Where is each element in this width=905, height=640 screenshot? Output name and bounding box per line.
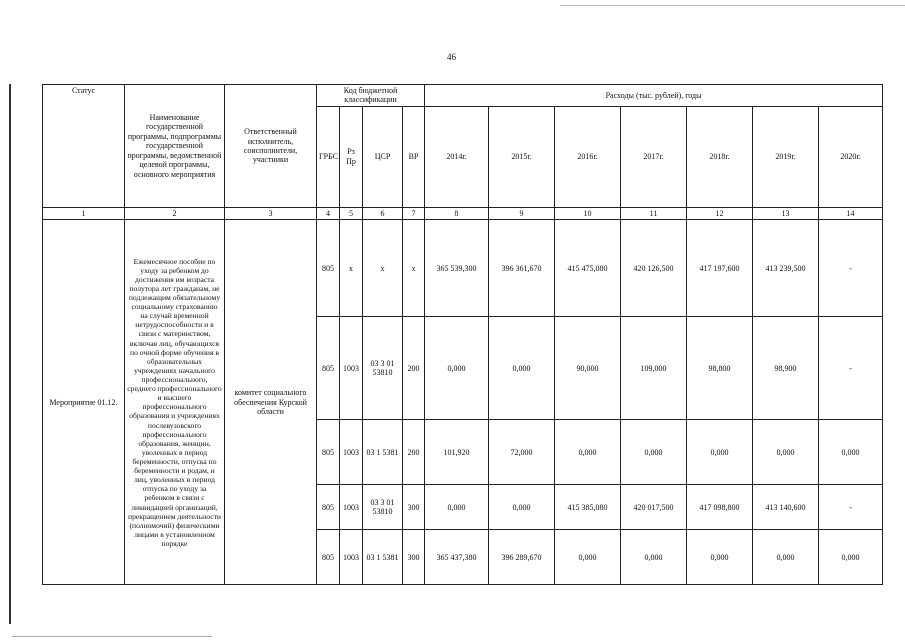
cell-amount: 0,000 [489,485,555,530]
cell-amount: 98,900 [753,317,819,420]
cell-amount: 0,000 [819,530,883,585]
cell-amount: 0,000 [425,317,489,420]
column-number: 8 [425,207,489,219]
cell-csr: х [363,220,403,317]
column-number: 14 [819,207,883,219]
column-number: 7 [403,207,425,219]
header-name: Наименование государственной программы, подпрограммы государственной программы, ведомственной целевой программы, основного мероприятия [125,85,225,208]
column-number: 5 [340,207,363,219]
cell-amount: - [819,485,883,530]
cell-amount: 0,000 [489,317,555,420]
header-year: 2019г. [753,106,819,207]
cell-rzpr: 1003 [340,530,363,585]
cell-amount: 417 197,600 [687,220,753,317]
measure-status: Мероприятие 01.12. [43,220,125,585]
cell-amount: 0,000 [425,485,489,530]
cell-grbs: 805 [317,485,340,530]
cell-amount: 0,000 [555,530,621,585]
header-vr: ВР [403,106,425,207]
column-number: 11 [621,207,687,219]
budget-table [42,84,883,585]
column-number: 3 [225,207,317,219]
cell-vr: 300 [403,485,425,530]
cell-rzpr: х [340,220,363,317]
cell-amount: 101,920 [425,420,489,485]
cell-amount: 413 140,600 [753,485,819,530]
cell-vr: х [403,220,425,317]
cell-grbs: 805 [317,530,340,585]
column-number: 10 [555,207,621,219]
cell-amount: 420 017,500 [621,485,687,530]
cell-amount: 396 361,670 [489,220,555,317]
cell-amount: 415 385,080 [555,485,621,530]
cell-amount: 396 289,670 [489,530,555,585]
column-number: 1 [43,207,125,219]
column-number: 6 [363,207,403,219]
page-number: 46 [447,52,456,62]
cell-grbs: 805 [317,317,340,420]
header-csr: ЦСР [363,106,403,207]
header-year: 2018г. [687,106,753,207]
cell-amount: 98,800 [687,317,753,420]
header-status: Статус [43,85,125,208]
cell-amount: 0,000 [621,420,687,485]
cell-csr: 03 3 01 53810 [363,317,403,420]
header-year: 2014г. [425,106,489,207]
cell-rzpr: 1003 [340,485,363,530]
header-grbs: ГРБС [317,106,340,207]
scan-artifact-line [560,5,905,6]
column-number: 9 [489,207,555,219]
header-executor: Ответственный исполнитель, соисполнители, участники [225,85,317,208]
cell-grbs: 805 [317,220,340,317]
cell-amount: - [819,220,883,317]
header-expenses: Расходы (тыс. рублей), годы [425,85,883,107]
cell-amount: 0,000 [753,530,819,585]
cell-amount: 365 437,380 [425,530,489,585]
cell-amount: 0,000 [819,420,883,485]
cell-amount: 0,000 [621,530,687,585]
header-year: 2015г. [489,106,555,207]
cell-amount: 0,000 [753,420,819,485]
cell-amount: 417 098,800 [687,485,753,530]
cell-vr: 200 [403,317,425,420]
cell-amount: 0,000 [555,420,621,485]
scan-artifact-line [12,636,212,637]
cell-vr: 200 [403,420,425,485]
cell-amount: 420 126,500 [621,220,687,317]
cell-amount: - [819,317,883,420]
column-number: 13 [753,207,819,219]
header-budget-code: Код бюджетной классификации [317,85,425,107]
cell-amount: 109,000 [621,317,687,420]
cell-amount: 415 475,080 [555,220,621,317]
header-year: 2016г. [555,106,621,207]
cell-rzpr: 1003 [340,317,363,420]
cell-csr: 03 1 5381 [363,530,403,585]
measure-description: Ежемесячное пособие по уходу за ребенком до достижения им возраста полутора лет гражданам, не подлежащим обязательному социальному страхованию на случай временной нетрудоспособности и в связи с материнством, включая лиц, обучающихся по очной форме обучения в образовательных учреждениях начального профессионального, среднего профессионального и высшего профессионального образования и учреждениях послевузовского профессионального образования, женщин, уволенных в период беременности, отпуска по беременности и родам, и лиц, уволенных в период отпуска по уходу за ребенком в связи с ликвидацией организаций, прекращением деятельности (полномочий) физическими лицами в установленном порядке [125,220,225,585]
cell-amount: 72,000 [489,420,555,485]
cell-amount: 365 539,300 [425,220,489,317]
cell-amount: 0,000 [687,530,753,585]
cell-csr: 03 3 01 53810 [363,485,403,530]
cell-amount: 0,000 [687,420,753,485]
header-rzpr: Рз Пр [340,106,363,207]
table-row [43,220,883,317]
cell-rzpr: 1003 [340,420,363,485]
measure-executor: комитет социального обеспечения Курской области [225,220,317,585]
column-number: 4 [317,207,340,219]
column-number: 2 [125,207,225,219]
cell-amount: 413 239,500 [753,220,819,317]
header-year: 2020г. [819,106,883,207]
column-number: 12 [687,207,753,219]
scan-edge [9,84,11,624]
cell-amount: 90,000 [555,317,621,420]
header-year: 2017г. [621,106,687,207]
cell-grbs: 805 [317,420,340,485]
cell-csr: 03 1 5381 [363,420,403,485]
cell-vr: 300 [403,530,425,585]
